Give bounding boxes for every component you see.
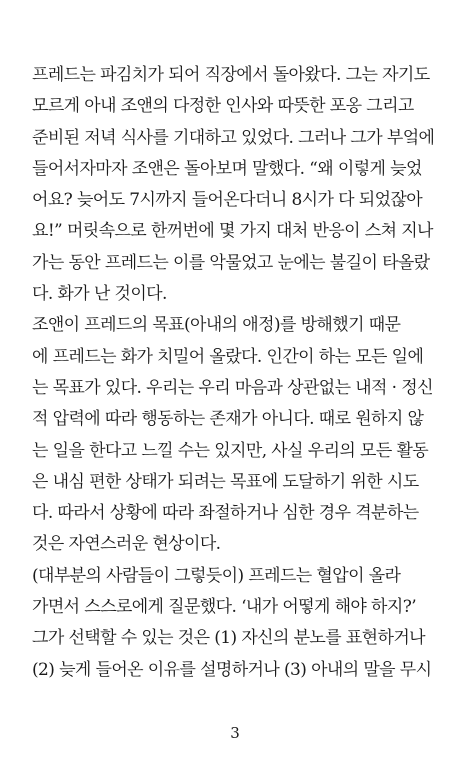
text-line: 프레드는 파김치가 되어 직장에서 돌아왔다. 그는 자기도: [32, 65, 430, 85]
text-line: 모르게 아내 조앤의 다정한 인사와 따뜻한 포옹 그리고: [32, 96, 414, 117]
text-line: 들어서자마자 조앤은 돌아보며 말했다. “왜 이렇게 늦었: [32, 158, 422, 179]
text-line: 것은 자연스러운 현상이다.: [32, 534, 221, 555]
page-number: 3: [230, 724, 240, 742]
text-line: 조앤이 프레드의 목표(아내의 애정)를 방해했기 때문: [32, 315, 401, 336]
body-text: [32, 60, 440, 686]
text-line: 가는 동안 프레드는 이를 악물었고 눈에는 불길이 타올랐: [32, 252, 430, 273]
text-line: (2) 늦게 들어온 이유를 설명하거나 (3) 아내의 말을 무시: [32, 659, 432, 680]
text-line: 은 내심 편한 상태가 되려는 목표에 도달하기 위한 시도: [32, 471, 419, 492]
text-line: 어요? 늦어도 7시까지 들어온다더니 8시가 다 되었잖아: [32, 190, 423, 211]
text-line: 적 압력에 따라 행동하는 존재가 아니다. 때로 원하지 않: [32, 409, 424, 430]
text-line: 가면서 스스로에게 질문했다. ‘내가 어떻게 해야 하지?’: [32, 597, 417, 618]
text-line: 에 프레드는 화가 치밀어 올랐다. 인간이 하는 모든 일에: [32, 346, 424, 367]
text-line: 그가 선택할 수 있는 것은 (1) 자신의 분노를 표현하거나: [32, 628, 425, 649]
text-line: 다. 화가 난 것이다.: [32, 284, 167, 305]
text-line: 준비된 저녁 식사를 기대하고 있었다. 그러나 그가 부엌에: [32, 127, 435, 148]
text-line: 요!” 머릿속으로 한꺼번에 몇 가지 대처 반응이 스쳐 지나: [32, 221, 433, 242]
text-line: 는 일을 한다고 느낄 수는 있지만, 사실 우리의 모든 활동: [32, 440, 429, 461]
text-line: (대부분의 사람들이 그렇듯이) 프레드는 혈압이 올라: [32, 565, 401, 586]
text-line: 는 목표가 있다. 우리는 우리 마음과 상관없는 내적 · 정신: [32, 377, 433, 398]
text-line: 다. 따라서 상황에 따라 좌절하거나 심한 경우 격분하는: [32, 503, 419, 524]
